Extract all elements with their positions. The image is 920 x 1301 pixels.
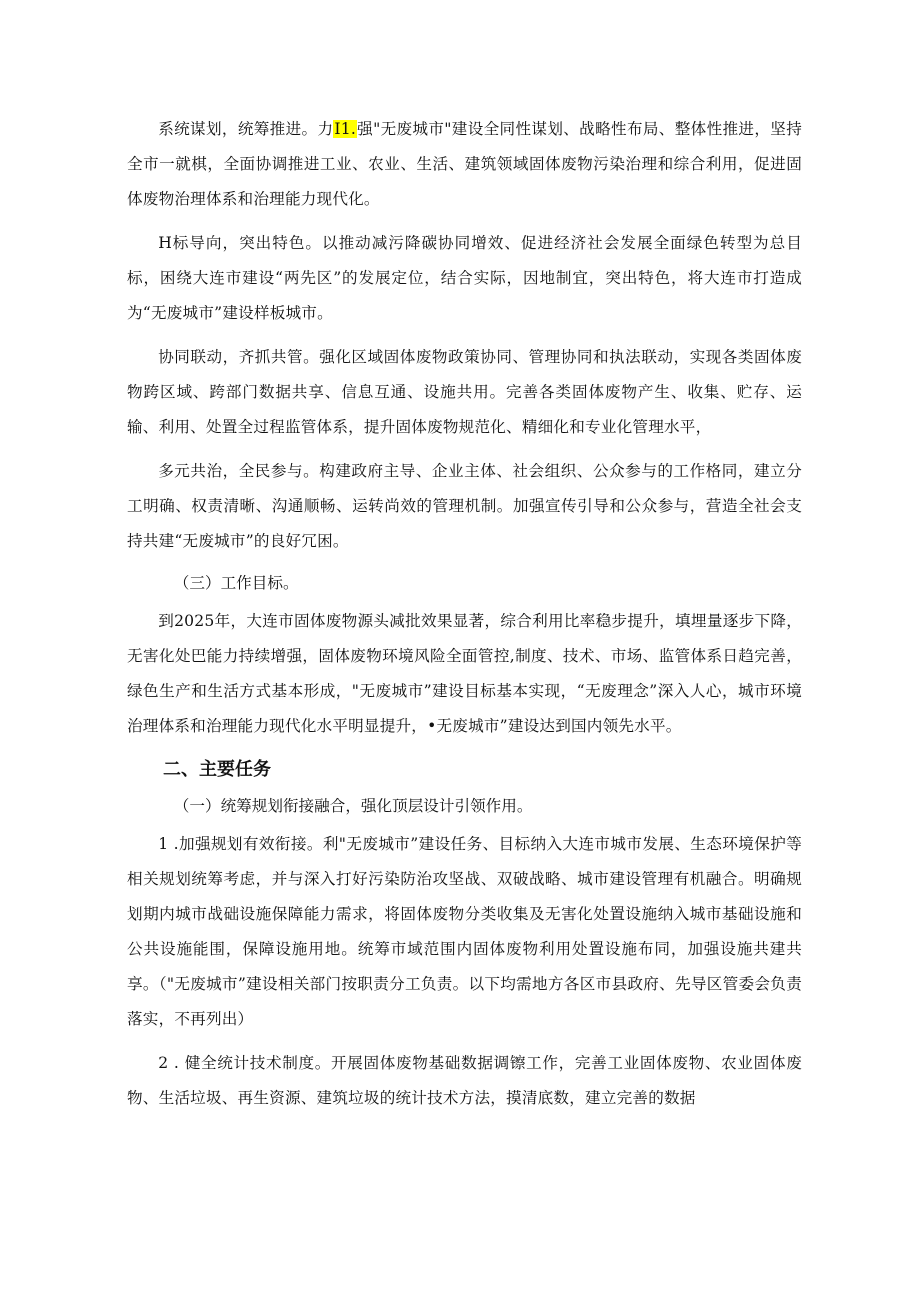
paragraph-plan-alignment: 1 .加强规划有效衔接。利"无废城市”建设任务、目标纳入大连市城市发展、生态环境保护等相关规划统筹考虑，并与深入打好污染防治攻坚战、双破战略、城市建设管理有机融合。明确规划期内城市战础设施保障能力需求，将固体废物分类收集及无害化处置设施纳入城市基础设施和公共设施能围，保障设施用地。统筹市域范围内固体废物利用处置设施布同，加强设施共建共享。（"无废城市”建设相关部门按职责分工负责。以下均需地方各区市县政府、先导区管委会负责落实，不再列出） [127, 835, 802, 1028]
paragraph-goal-orientation: H标导向，突出特色。以推动减污降碳协同增效、促进经济社会发展全面绿色转型为总目标，困绕大连市建设“两先区”的发展定位，结合实际，因地制宜，突出特色，将大连市打造成为“无废城市”建设样板城市。 [127, 234, 802, 322]
paragraph-text: 系统谋划，统筹推进。力 [158, 120, 334, 138]
paragraph-statistics-system: 2 . 健全统计技术制度。开展固体废物基础数据调镲工作，完善工业固体废物、农业固体废物、生活垃圾、再生资源、建筑垃圾的统计技术方法，摸清底数，建立完善的数据 [127, 1054, 802, 1107]
paragraph-systematic-planning [127, 112, 802, 217]
section-heading-main-tasks: 二、主要任务 [163, 759, 271, 780]
highlighted-text: I1. [334, 120, 357, 138]
subheading-work-objectives: （三）工作目标。 [173, 574, 299, 592]
paragraph-text: 强"无废城市"建设全同性谋划、战略性布局、整体性推进，坚持全市一就棋，全面协调推进工业、农业、生活、建筑领域固体废物污染治理和综合利用，促进固体废物治理体系和治理能力现代化。 [127, 120, 802, 208]
paragraph-co-governance: 多元共治，全民参与。构建政府主导、企业主体、社会组织、公众参与的工作格同，建立分工明确、权责清晰、沟通顺畅、运转尚效的管理机制。加强宣传引导和公众参与，营造全社会支持共建“无废城市”的良好冗困。 [127, 462, 802, 550]
document-body [127, 112, 802, 1125]
paragraph-2025-targets: 到2025年，大连市固体废物源头减批效果显著，综合利用比率稳步提升，填埋量逐步下降，无害化处巴能力持续增强，固体废物环境风险全面管控,制度、技术、市场、监管体系日趋完善，绿色生产和生活方式基本形成，"无废城市”建设目标基本实现，“无废理念”深入人心，城市环境治理体系和治理能力现代化水平明显提升，•无废城市”建设达到国内领先水平。 [127, 612, 802, 735]
paragraph-coordination: 协同联动，齐抓共管。强化区域固体废物政策协同、管理协同和执法联动，实现各类固体废物跨区域、跨部门数据共享、信息互通、设施共用。完善各类固体废物产生、收集、贮存、运输、利用、处置全过程监管体系，提升固体废物规范化、精细化和专业化管理水平， [127, 348, 802, 436]
subheading-planning-integration: （一）统筹规划衔接融合，强化顶层设计引领作用。 [173, 797, 533, 815]
